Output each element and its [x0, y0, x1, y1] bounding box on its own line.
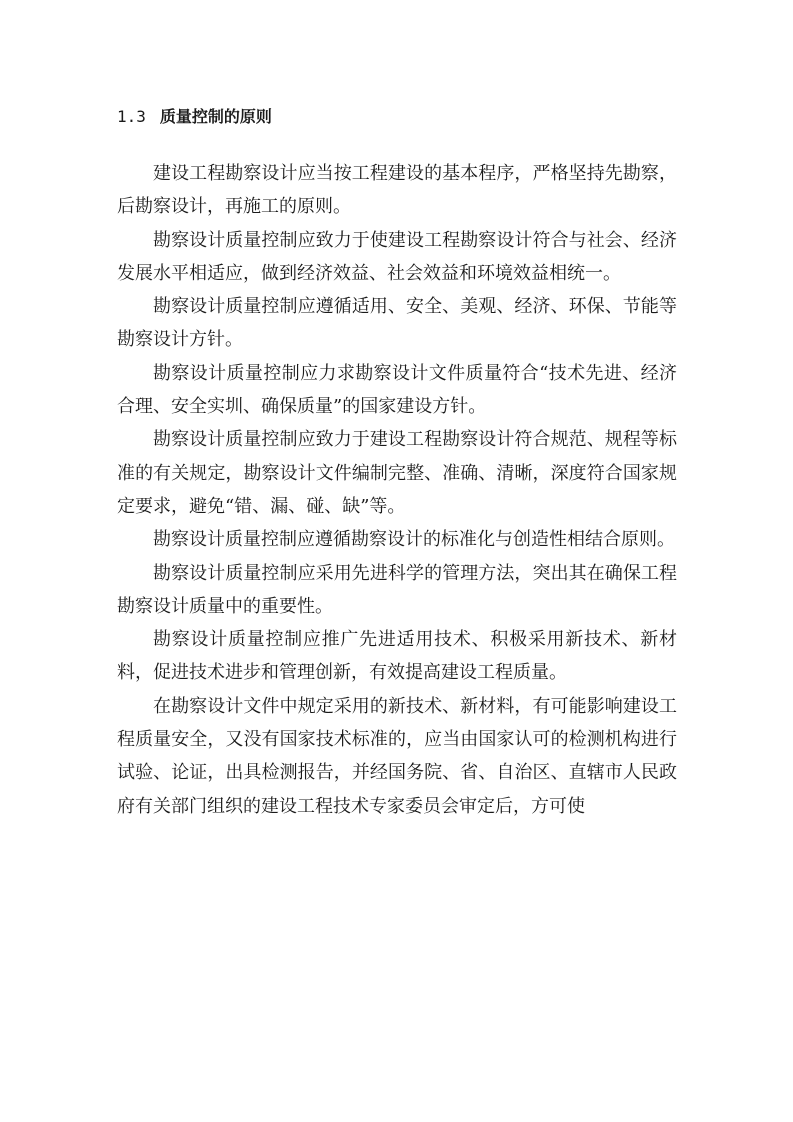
paragraph: 勘察设计质量控制应致力于使建设工程勘察设计符合与社会、经济发展水平相适应，做到经济效益、社会效益和环境效益相统一。: [117, 229, 677, 284]
paragraph: 勘察设计质量控制应遵循适用、安全、美观、经济、环保、节能等勘察设计方针。: [117, 296, 677, 351]
paragraph: 建设工程勘察设计应当按工程建设的基本程序，严格坚持先勘察，后勘察设计，再施工的原则。: [117, 163, 677, 218]
paragraph: 勘察设计质量控制应力求勘察设计文件质量符合“技术先进、经济合理、安全实圳、确保质量”的国家建设方针。: [117, 362, 677, 418]
document-body: [117, 157, 677, 823]
section-title: 质量控制的原则: [159, 107, 272, 126]
section-number: 1.3: [117, 107, 146, 126]
paragraph: 勘察设计质量控制应致力于建设工程勘察设计符合规范、规程等标准的有关规定，勘察设计文件编制完整、准确、清晰，深度符合国家规定要求，避免“错、漏、碰、缺”等。: [117, 429, 677, 517]
paragraph: 勘察设计质量控制应遵循勘察设计的标准化与创造性相结合原则。: [153, 529, 675, 551]
paragraph: 勘察设计质量控制应采用先进科学的管理方法，突出其在确保工程勘察设计质量中的重要性。: [117, 562, 677, 617]
paragraph: 在勘察设计文件中规定采用的新技术、新材料，有可能影响建设工程质量安全，又没有国家技术标准的，应当由国家认可的检测机构进行试验、论证，出具检测报告，并经国务院、省、自治区、直辖市人民政府有关部门组织的建设工程技术专家委员会审定后，方可使: [117, 695, 677, 817]
section-heading: [117, 104, 272, 127]
paragraph: 勘察设计质量控制应推广先进适用技术、积极采用新技术、新材料，促进技术进步和管理创新，有效提高建设工程质量。: [117, 629, 677, 684]
